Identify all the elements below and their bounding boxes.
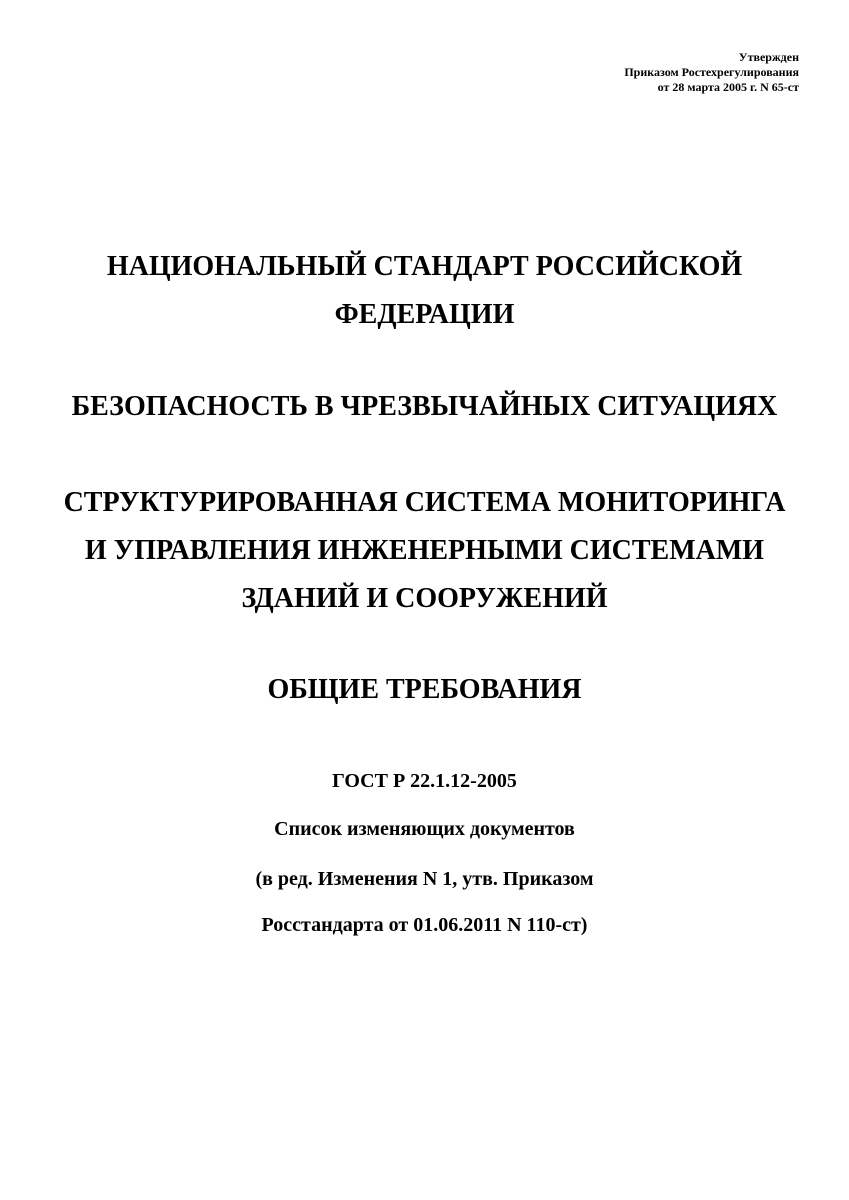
changes-line-2: Росстандарта от 01.06.2011 N 110-ст) [261, 914, 588, 936]
changes-label: Список изменяющих документов [274, 818, 575, 840]
document-title-line-2: ФЕДЕРАЦИИ [334, 299, 515, 330]
changes-line-1: (в ред. Изменения N 1, утв. Приказом [255, 868, 594, 890]
standard-title [0, 479, 849, 623]
approval-line-approved: Утвержден [738, 50, 799, 64]
approval-block [624, 50, 799, 95]
standard-title-line-2: И УПРАВЛЕНИЯ ИНЖЕНЕРНЫМИ СИСТЕМАМИ [84, 535, 765, 566]
approval-line-date: от 28 марта 2005 г. N 65-ст [657, 80, 799, 94]
standard-title-line-3: ЗДАНИЙ И СООРУЖЕНИЙ [241, 583, 608, 614]
document-title [0, 243, 849, 339]
standard-title-line-1: СТРУКТУРИРОВАННАЯ СИСТЕМА МОНИТОРИНГА [63, 487, 786, 518]
document-title-line-1: НАЦИОНАЛЬНЫЙ СТАНДАРТ РОССИЙСКОЙ [106, 251, 743, 282]
requirements-title: ОБЩИЕ ТРЕБОВАНИЯ [267, 674, 582, 705]
approval-line-order: Приказом Ростехрегулирования [624, 65, 799, 79]
section-title: БЕЗОПАСНОСТЬ В ЧРЕЗВЫЧАЙНЫХ СИТУАЦИЯХ [71, 391, 778, 422]
gost-number: ГОСТ Р 22.1.12-2005 [332, 770, 517, 792]
